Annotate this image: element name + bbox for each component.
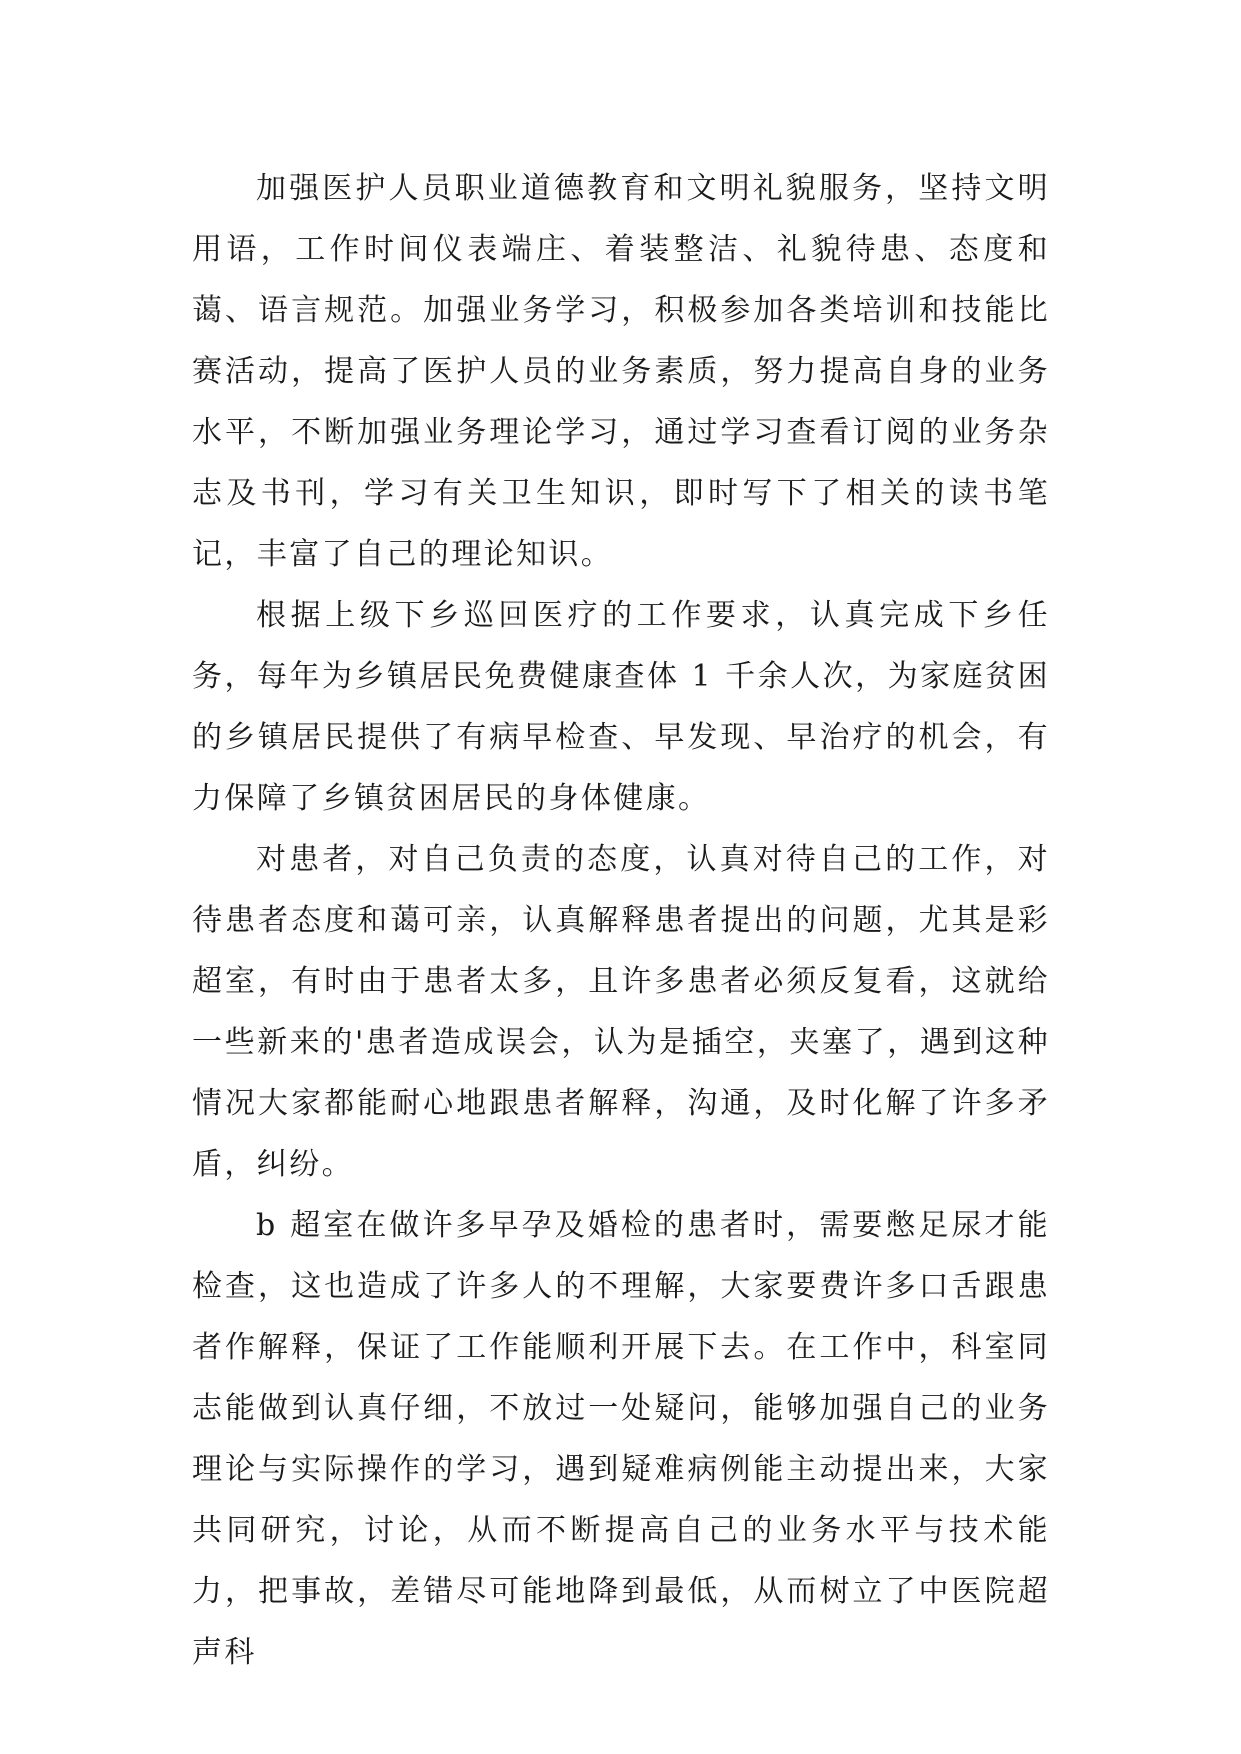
paragraph: 对患者，对自己负责的态度，认真对待自己的工作，对待患者态度和蔼可亲，认真解释患者提出的问题，尤其是彩超室，有时由于患者太多，且许多患者必须反复看，这就给一些新来的'患者造成误会，认为是插空，夹塞了，遇到这种情况大家都能耐心地跟患者解释，沟通，及时化解了许多矛盾，纠纷。 (192, 842, 1050, 1182)
paragraph: 根据上级下乡巡回医疗的工作要求，认真完成下乡任务，每年为乡镇居民免费健康查体 1 千余人次，为家庭贫困的乡镇居民提供了有病早检查、早发现、早治疗的机会，有力保障了乡镇贫困居民的身体健康。 (192, 598, 1050, 816)
paragraph: b 超室在做许多早孕及婚检的患者时，需要憋足尿才能检查，这也造成了许多人的不理解，大家要费许多口舌跟患者作解释，保证了工作能顺利开展下去。在工作中，科室同志能做到认真仔细，不放过一处疑问，能够加强自己的业务理论与实际操作的学习，遇到疑难病例能主动提出来，大家共同研究，讨论，从而不断提高自己的业务水平与技术能力，把事故，差错尽可能地降到最低，从而树立了中医院超声科 (192, 1208, 1050, 1670)
paragraph: 加强医护人员职业道德教育和文明礼貌服务，坚持文明用语，工作时间仪表端庄、着装整洁、礼貌待患、态度和蔼、语言规范。加强业务学习，积极参加各类培训和技能比赛活动，提高了医护人员的业务素质，努力提高自身的业务水平，不断加强业务理论学习，通过学习查看订阅的业务杂志及书刊，学习有关卫生知识，即时写下了相关的读书笔记，丰富了自己的理论知识。 (192, 171, 1050, 572)
document-page (192, 158, 1050, 1683)
